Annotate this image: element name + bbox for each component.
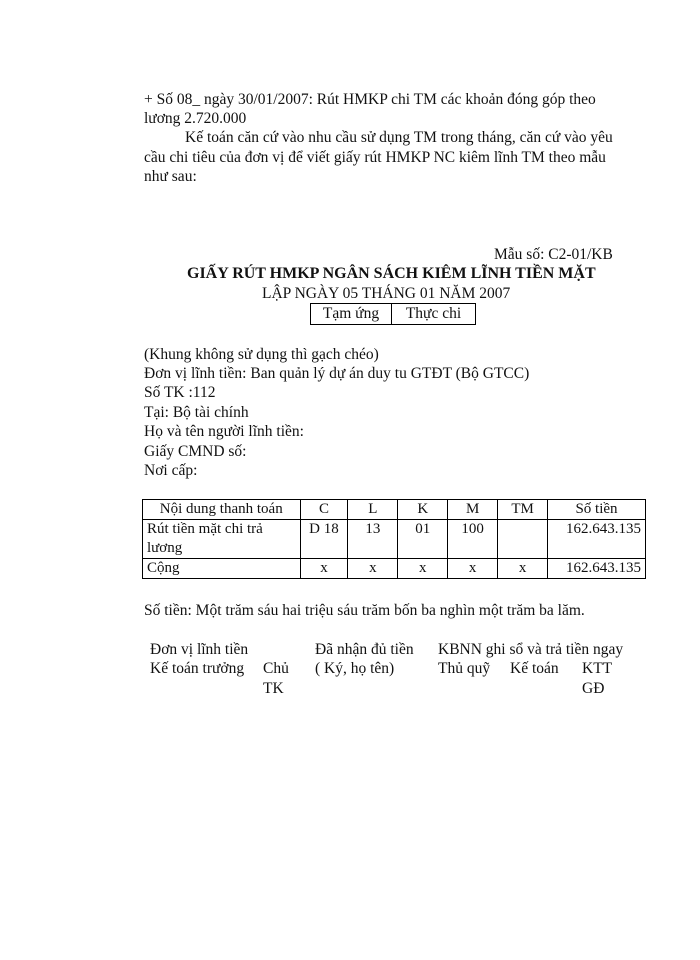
row-tm [498,520,548,559]
sig-kbnn: KBNN ghi sổ và trả tiền ngay [438,641,624,658]
bank-location: Tại: Bộ tài chính [144,404,249,421]
sig-account-owner-line-2: TK [263,680,284,697]
row-l: 13 [348,520,398,559]
total-amount: 162.643.135 [548,559,646,579]
intro-line-3: Kế toán căn cứ vào nhu cầu sử dụng TM trong tháng, căn cứ vào yêu [185,129,613,146]
header-m: M [448,500,498,520]
option-actual: Thực chi [405,305,462,322]
receiving-unit: Đơn vị lĩnh tiền: Ban quản lý dự án duy tu GTĐT (Bộ GTCC) [144,365,530,382]
header-k: K [398,500,448,520]
header-l: L [348,500,398,520]
header-amount: Số tiền [548,500,646,520]
sig-received-full: Đã nhận đủ tiền [315,641,414,658]
intro-line-2: lương 2.720.000 [144,110,247,127]
total-tm: x [498,559,548,579]
form-title: GIẤY RÚT HMKP NGÂN SÁCH KIÊM LĨNH TIỀN MẶT [187,265,596,282]
row-c: D 18 [300,520,348,559]
table-row [143,520,646,559]
form-number: Mẫu số: C2-01/KB [494,246,613,263]
account-number: Số TK :112 [144,384,216,401]
id-card-number: Giấy CMND số: [144,443,247,460]
intro-line-5: như sau: [144,168,197,185]
row-content-line-1: Rút tiền mặt chi trả [147,521,263,537]
sig-unit-receiving: Đơn vị lĩnh tiền [150,641,249,658]
issued-at: Nơi cấp: [144,462,198,479]
sig-sign-name: ( Ký, họ tên) [315,660,395,677]
payment-option-boxes [310,303,476,325]
form-date: LẬP NGÀY 05 THÁNG 01 NĂM 2007 [262,285,511,302]
header-c: C [300,500,348,520]
table-header-row [143,500,646,520]
row-content [143,520,301,559]
recipient-name: Họ và tên người lĩnh tiền: [144,423,304,440]
intro-line-1: + Số 08_ ngày 30/01/2007: Rút HMKP chi TM các khoản đóng góp theo [144,91,596,108]
total-m: x [448,559,498,579]
total-label: Cộng [143,559,301,579]
sig-accountant: Kế toán [510,660,559,677]
amount-in-words: Số tiền: Một trăm sáu hai triệu sáu trăm bốn ba nghìn một trăm ba lăm. [144,602,585,619]
sig-account-owner-line-1: Chủ [263,660,289,677]
intro-line-4: cầu chi tiêu của đơn vị để viết giấy rút HMKP NC kiêm lĩnh TM theo mẫu [144,149,606,166]
total-c: x [300,559,348,579]
row-k: 01 [398,520,448,559]
row-amount: 162.643.135 [548,520,646,559]
form-note: (Khung không sử dụng thì gạch chéo) [144,346,379,363]
header-content: Nội dung thanh toán [143,500,301,520]
table-total-row [143,559,646,579]
total-l: x [348,559,398,579]
header-tm: TM [498,500,548,520]
row-content-line-2: lương [147,540,183,556]
sig-chief-accountant: Kế toán trưởng [150,660,245,677]
total-k: x [398,559,448,579]
sig-cashier: Thủ quỹ [438,660,491,677]
sig-ktt: KTT [582,660,613,677]
payment-table [142,499,646,579]
sig-director: GĐ [582,680,605,697]
row-m: 100 [448,520,498,559]
option-advance: Tạm ứng [311,304,392,324]
